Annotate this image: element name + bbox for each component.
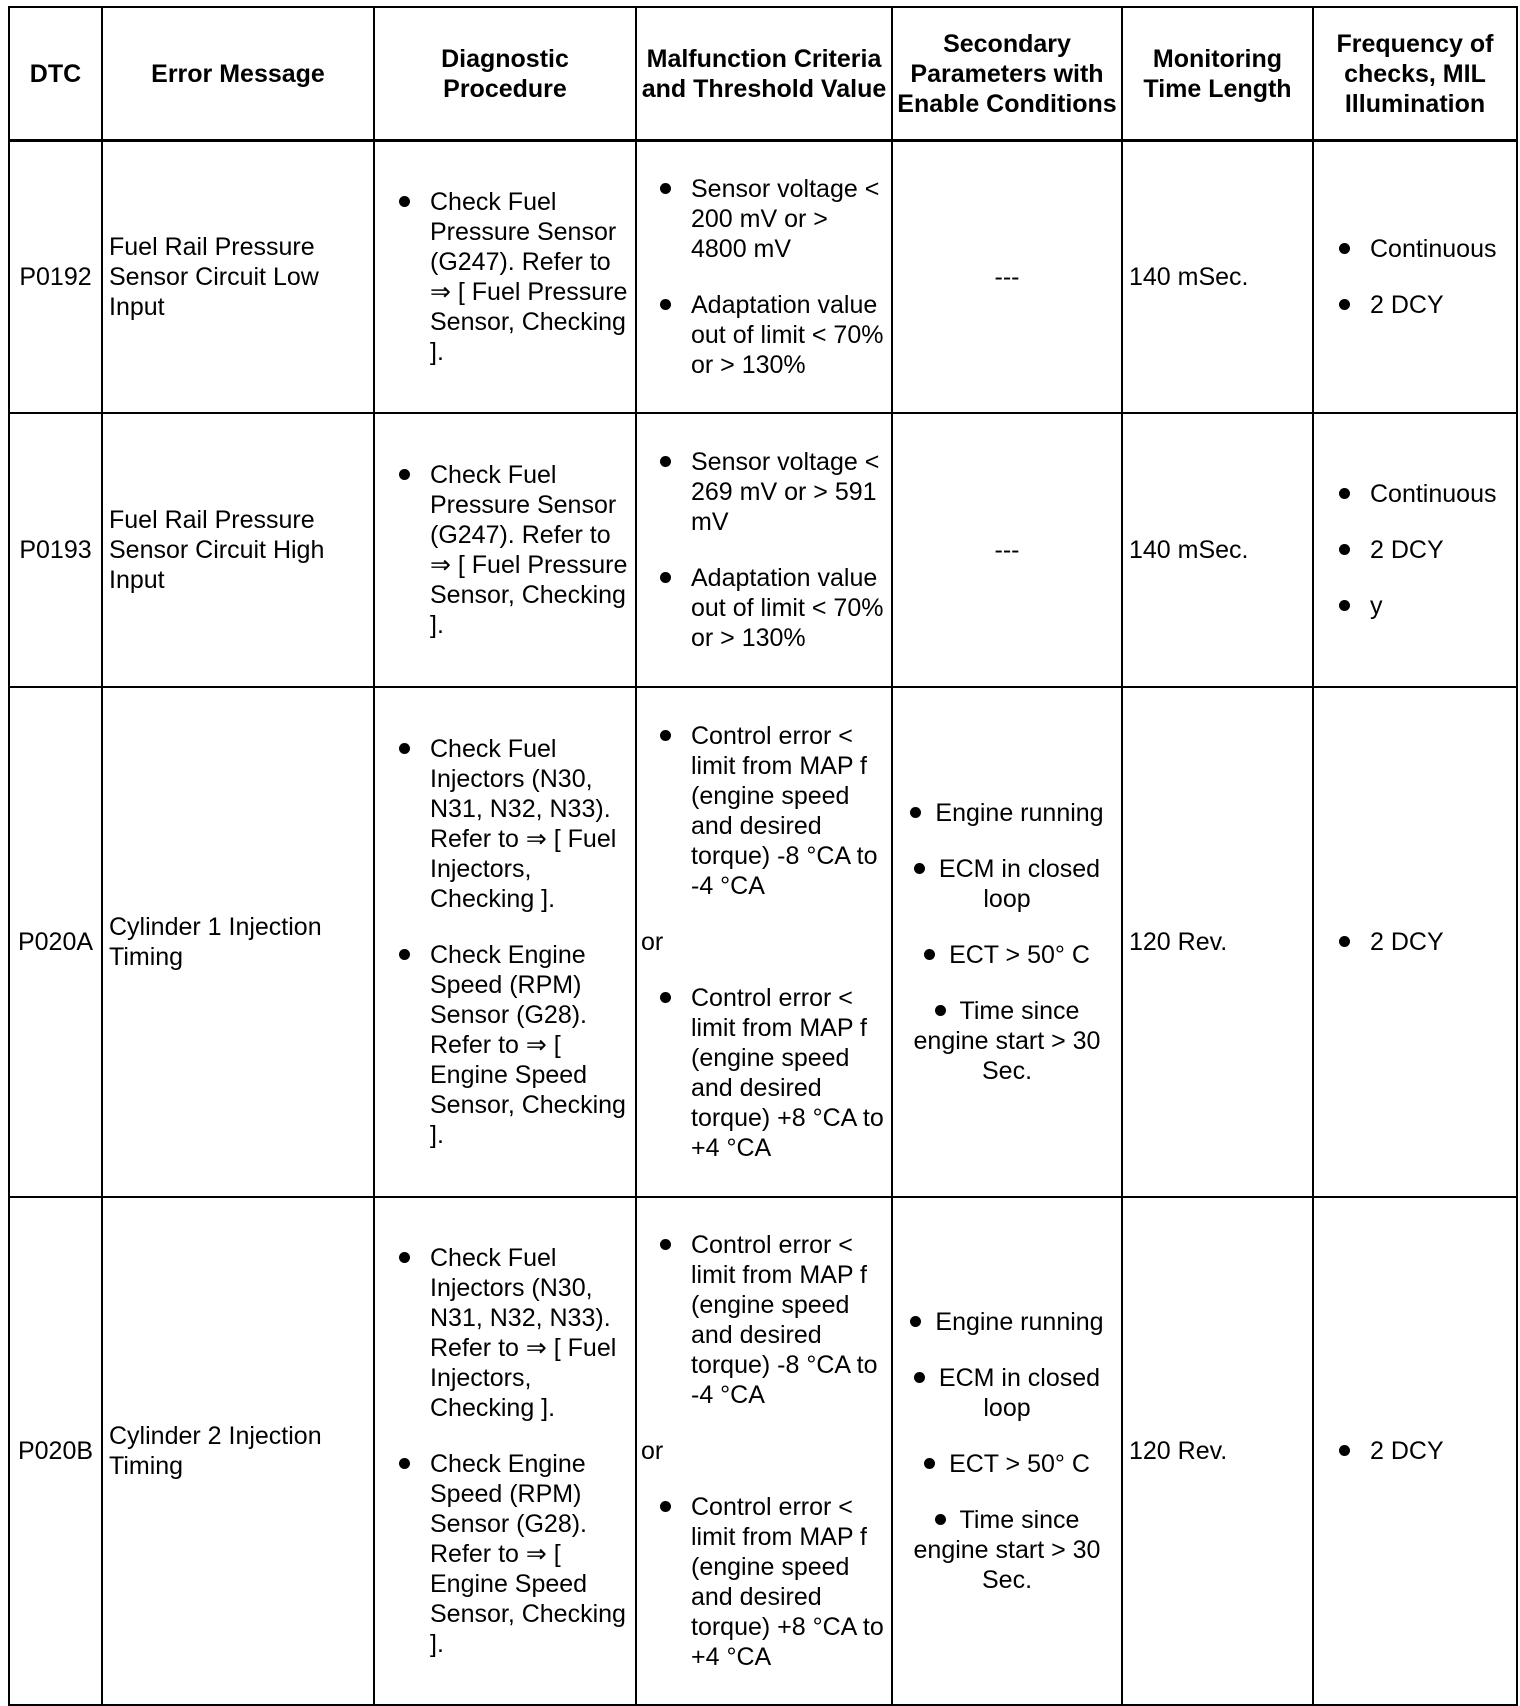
- error-message: Cylinder 1 Injection Timing: [102, 687, 374, 1197]
- frequency-mil: [1313, 413, 1517, 687]
- frequency-item: Continuous: [1314, 234, 1516, 264]
- header-secondary-parameters: Secondary Parameters with Enable Conditions: [892, 7, 1122, 141]
- enable-condition-text: Time since engine start > 30 Sec.: [913, 996, 1101, 1085]
- secondary-parameters: ---: [892, 141, 1122, 413]
- dtc-code: P020A: [9, 687, 102, 1197]
- enable-condition: [893, 1307, 1121, 1337]
- diagnostic-step: Check Fuel Injectors (N30, N31, N32, N33). Refer to ⇒ [ Fuel Injectors, Checking ].: [375, 1243, 635, 1423]
- enable-condition-text: Engine running: [935, 1307, 1104, 1336]
- diagnostic-steps: [375, 187, 635, 367]
- criteria-item: Control error < limit from MAP f (engine speed and desired torque) +8 °CA to +4 °CA: [637, 983, 891, 1163]
- monitoring-time: 120 Rev.: [1122, 1197, 1313, 1705]
- diagnostic-procedure: [374, 687, 636, 1197]
- criteria-item: Sensor voltage < 200 mV or > 4800 mV: [637, 174, 891, 264]
- enable-condition: [893, 1363, 1121, 1423]
- diagnostic-step: Check Fuel Pressure Sensor (G247). Refer to ⇒ [ Fuel Pressure Sensor, Checking ].: [375, 187, 635, 367]
- header-row: [9, 7, 1517, 141]
- enable-condition-text: ECT > 50° C: [949, 940, 1090, 969]
- diagnostic-step: Check Fuel Injectors (N30, N31, N32, N33). Refer to ⇒ [ Fuel Injectors, Checking ].: [375, 734, 635, 914]
- malfunction-criteria: [636, 141, 892, 413]
- secondary-parameters: [892, 687, 1122, 1197]
- table-row: [9, 1197, 1517, 1705]
- dtc-code: P0193: [9, 413, 102, 687]
- error-message: Fuel Rail Pressure Sensor Circuit High Input: [102, 413, 374, 687]
- malfunction-criteria: [636, 687, 892, 1197]
- enable-condition-text: Engine running: [935, 798, 1104, 827]
- secondary-parameters: [892, 1197, 1122, 1705]
- criteria-list: [637, 447, 891, 653]
- bullet-icon: [910, 1316, 921, 1327]
- enable-condition-text: ECM in closed loop: [938, 854, 1101, 913]
- frequency-item: y: [1314, 591, 1516, 621]
- enable-condition: [893, 1449, 1121, 1479]
- diagnostic-step: Check Fuel Pressure Sensor (G247). Refer to ⇒ [ Fuel Pressure Sensor, Checking ].: [375, 460, 635, 640]
- table-row: [9, 687, 1517, 1197]
- bullet-icon: [924, 949, 935, 960]
- frequency-item: 2 DCY: [1314, 535, 1516, 565]
- criteria-list: [637, 1230, 891, 1410]
- frequency-item: 2 DCY: [1314, 290, 1516, 320]
- malfunction-criteria: [636, 1197, 892, 1705]
- diagnostic-steps: [375, 734, 635, 1150]
- enable-condition-text: ECM in closed loop: [938, 1363, 1101, 1422]
- criteria-item: Adaptation value out of limit < 70% or > 130%: [637, 290, 891, 380]
- frequency-list: [1314, 1436, 1516, 1466]
- frequency-list: [1314, 927, 1516, 957]
- malfunction-criteria: [636, 413, 892, 687]
- criteria-list: [637, 721, 891, 901]
- criteria-item: Sensor voltage < 269 mV or > 591 mV: [637, 447, 891, 537]
- criteria-item: Control error < limit from MAP f (engine speed and desired torque) -8 °CA to -4 °CA: [637, 1230, 891, 1410]
- enable-condition-text: Time since engine start > 30 Sec.: [913, 1505, 1101, 1594]
- enable-condition: [893, 798, 1121, 828]
- enable-condition: [893, 854, 1121, 914]
- criteria-item: Control error < limit from MAP f (engine speed and desired torque) -8 °CA to -4 °CA: [637, 721, 891, 901]
- monitoring-time: 120 Rev.: [1122, 687, 1313, 1197]
- monitoring-time: 140 mSec.: [1122, 413, 1313, 687]
- secondary-parameters: ---: [892, 413, 1122, 687]
- bullet-icon: [924, 1458, 935, 1469]
- table-row: [9, 141, 1517, 413]
- frequency-item: Continuous: [1314, 479, 1516, 509]
- criteria-or: or: [641, 1436, 664, 1465]
- frequency-mil: [1313, 687, 1517, 1197]
- frequency-mil: [1313, 1197, 1517, 1705]
- error-message: Fuel Rail Pressure Sensor Circuit Low Input: [102, 141, 374, 413]
- enable-condition: [893, 996, 1121, 1086]
- header-frequency: Frequency of checks, MIL Illumination: [1313, 7, 1517, 141]
- header-dtc: DTC: [9, 7, 102, 141]
- dtc-code: P0192: [9, 141, 102, 413]
- frequency-mil: [1313, 141, 1517, 413]
- bullet-icon: [910, 807, 921, 818]
- enable-condition: [893, 1505, 1121, 1595]
- enable-condition: [893, 940, 1121, 970]
- error-message: Cylinder 2 Injection Timing: [102, 1197, 374, 1705]
- enable-condition-text: ECT > 50° C: [949, 1449, 1090, 1478]
- criteria-list: [637, 983, 891, 1163]
- header-diagnostic-procedure: Diagnostic Procedure: [374, 7, 636, 141]
- header-malfunction-criteria: Malfunction Criteria and Threshold Value: [636, 7, 892, 141]
- criteria-or: or: [641, 927, 664, 956]
- header-monitoring-time: Monitoring Time Length: [1122, 7, 1313, 141]
- diagnostic-procedure: [374, 413, 636, 687]
- criteria-item: Control error < limit from MAP f (engine speed and desired torque) +8 °CA to +4 °CA: [637, 1492, 891, 1672]
- diagnostic-steps: [375, 1243, 635, 1659]
- frequency-list: [1314, 479, 1516, 621]
- bullet-icon: [914, 863, 925, 874]
- frequency-item: 2 DCY: [1314, 1436, 1516, 1466]
- diagnostic-procedure: [374, 1197, 636, 1705]
- monitoring-time: 140 mSec.: [1122, 141, 1313, 413]
- criteria-list: [637, 174, 891, 380]
- frequency-list: [1314, 234, 1516, 320]
- criteria-item: Adaptation value out of limit < 70% or > 130%: [637, 563, 891, 653]
- frequency-item: 2 DCY: [1314, 927, 1516, 957]
- bullet-icon: [914, 1372, 925, 1383]
- header-error-message: Error Message: [102, 7, 374, 141]
- diagnostic-step: Check Engine Speed (RPM) Sensor (G28). Refer to ⇒ [ Engine Speed Sensor, Checking ].: [375, 940, 635, 1150]
- enable-conditions: [893, 798, 1121, 1086]
- diagnostic-procedure: [374, 141, 636, 413]
- table-row: [9, 413, 1517, 687]
- dtc-code: P020B: [9, 1197, 102, 1705]
- diagnostic-steps: [375, 460, 635, 640]
- dtc-table: [8, 6, 1518, 1706]
- bullet-icon: [935, 1005, 946, 1016]
- bullet-icon: [935, 1514, 946, 1525]
- enable-conditions: [893, 1307, 1121, 1595]
- criteria-list: [637, 1492, 891, 1672]
- diagnostic-step: Check Engine Speed (RPM) Sensor (G28). Refer to ⇒ [ Engine Speed Sensor, Checking ].: [375, 1449, 635, 1659]
